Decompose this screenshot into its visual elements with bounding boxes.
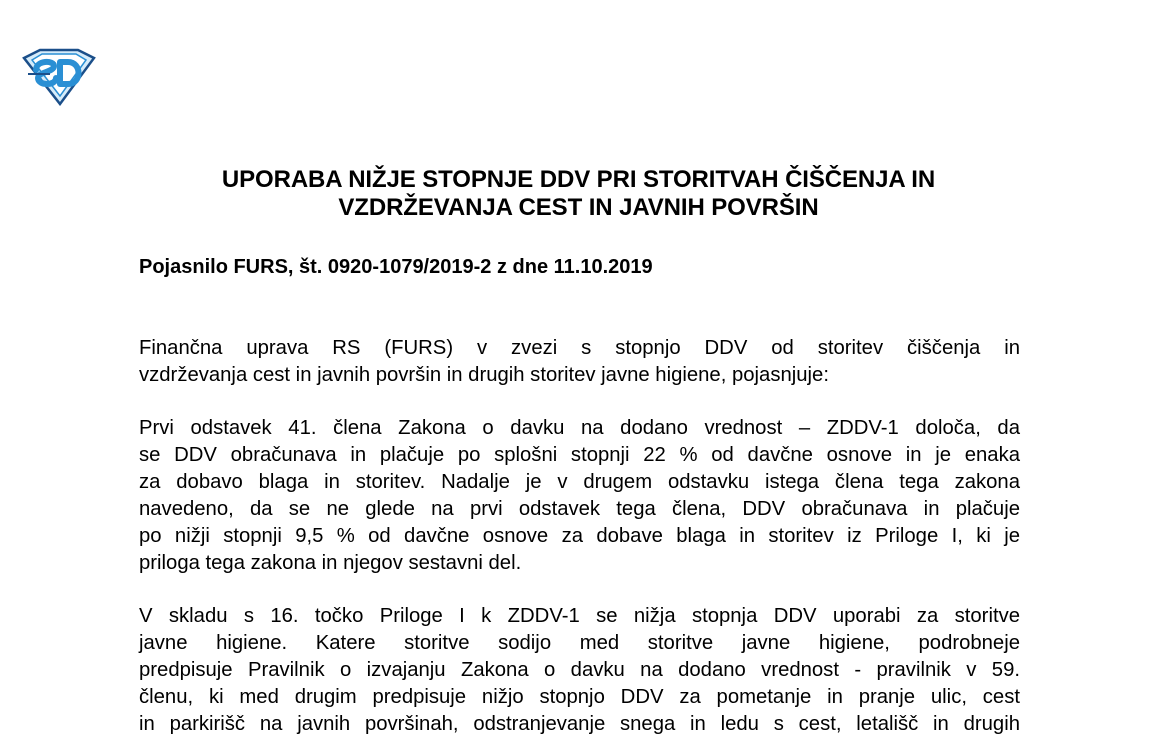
paragraph-line: V skladu s 16. točko Priloge I k ZDDV-1 se nižja stopnja DDV uporabi za storitve: [139, 605, 1020, 627]
paragraph-public-hygiene: [139, 603, 1020, 738]
paragraph-line: se DDV obračunava in plačuje po splošni stopnji 22 % od davčne osnove in je enaka: [139, 444, 1020, 466]
paragraph-line: priloga tega zakona in njegov sestavni del.: [139, 552, 522, 574]
sd-shield-logo-icon: [20, 48, 98, 106]
paragraph-line: in parkirišč na javnih površinah, odstranjevanje snega in ledu s cest, letališč in drugih: [139, 713, 1020, 735]
paragraph-line: za dobavo blaga in storitev. Nadalje je v drugem odstavku istega člena tega zakona: [139, 471, 1020, 493]
paragraph-line: predpisuje Pravilnik o izvajanju Zakona o davku na dodano vrednost - pravilnik v 59.: [139, 659, 1020, 681]
paragraph-line: vzdrževanja cest in javnih površin in drugih storitev javne higiene, pojasnjuje:: [139, 364, 829, 386]
paragraph-line: Prvi odstavek 41. člena Zakona o davku na dodano vrednost – ZDDV-1 določa, da: [139, 417, 1020, 439]
title-line-2: VZDRŽEVANJA CEST IN JAVNIH POVRŠIN: [338, 194, 819, 221]
paragraph-line: Finančna uprava RS (FURS) v zvezi s stopnjo DDV od storitev čiščenja in: [139, 337, 1020, 359]
paragraph-line: javne higiene. Katere storitve sodijo med storitve javne higiene, podrobneje: [139, 632, 1020, 654]
paragraph-intro: [139, 335, 1020, 389]
paragraph-line: po nižji stopnji 9,5 % od davčne osnove za dobave blaga in storitev iz Priloge I, ki je: [139, 525, 1020, 547]
paragraph-line: členu, ki med drugim predpisuje nižjo stopnjo DDV za pometanje in pranje ulic, cest: [139, 686, 1020, 708]
paragraph-line: navedeno, da se ne glede na prvi odstavek tega člena, DDV obračunava in plačuje: [139, 498, 1020, 520]
document-title: [130, 166, 1027, 222]
title-line-1: UPORABA NIŽJE STOPNJE DDV PRI STORITVAH ČIŠČENJA IN: [221, 166, 936, 193]
document-subtitle: Pojasnilo FURS, št. 0920-1079/2019-2 z dne 11.10.2019: [139, 256, 653, 278]
paragraph-vat-rates: [139, 415, 1020, 577]
